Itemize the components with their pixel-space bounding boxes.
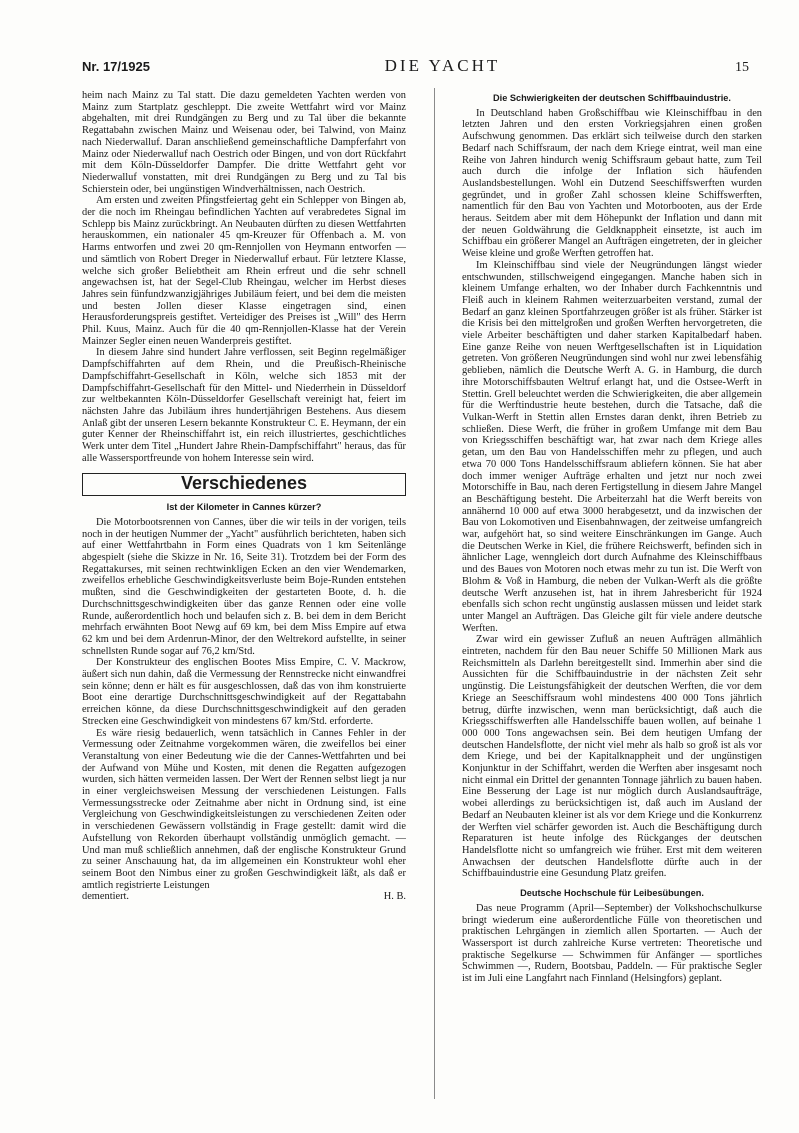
magazine-title: DIE YACHT <box>384 56 501 75</box>
issue-number: Nr. 17/1925 <box>82 59 150 74</box>
article-closing <box>82 891 406 903</box>
author-signature: H. B. <box>383 891 406 903</box>
left-column <box>82 90 406 1109</box>
paragraph: Das neue Programm (April—September) der Volkshochschulkurse bringt wiederum eine außerordentliche Fülle von theoretischen und praktischen Lehrgängen in ziemlich allen Sportarten. — Auch der Wassersport ist durch zahlreiche Kurse vertreten: Theoretische und praktische Segelkurse — Schwimmen für Anfänger — sportliches Schwimmen —, Rudern, Bootsbau, Paddeln. — Für praktische Segler ist im Juli eine Langfahrt nach Finnland (Helsingfors) geplant. <box>462 902 762 985</box>
paragraph: Im Kleinschiffbau sind viele der Neugründungen längst wieder entschwunden, stillschweigend eingegangen. Manche haben sich in kleinem Umfange erhalten, wo der Inhaber durch Fachkenntnis und Fleiß auch in kleinem Rahmen weiterzuarbeiten verstand, zumal der Bedarf an ganz kleinen Sportfahrzeugen größer ist als früher. Stärker ist die Krisis bei den mittelgroßen und großen Werften hervorgetreten, die viele Arbeiter beschäftigten und daher starken Kapitalbedarf haben. Eine ganze Reihe von neuen Werftgesellschaften ist in Liquidation getreten. Von größeren Neugründungen sind wohl nur zwei lebensfähig geblieben, nämlich die Deutsche Werft A. G. in Hamburg, die durch ihre Motorschiffsbauten Weltruf erlangt hat, und die Ostsee-Werft in Stettin. Grell beleuchtet werden die Schwierigkeiten, die aber allgemein für die Werftindustrie heute bestehen, durch die Tatsache, daß die Vulkan-Werft in Stettin allen Ernstes daran denkt, ihren Betrieb zu schließen. Diese Werft, die früher in großem Umfange mit dem Bau von Kriegsschiffen beschäftigt war, hat zwar nach dem Kriege alles getan, um den Bau von Handelsschiffen mehr zu pflegen, und auch etwa 70 000 Tons Handelsschiffsraum abliefern können. Sie hat aber doch immer weniger Aufträge erhalten und jetzt nur noch zwei Motorschiffe in Bau, nach deren Fertigstellung in diesem Jahre Mangel an Beschäftigung besteht. Die Arbeiterzahl hat die Werft bereits von annähernd 10 000 auf etwa 3000 herabgesetzt, und da inzwischen der Bau von Lokomotiven und Eisenbahnwagen, der zeitweise umfangreich war, aufgehört hat, so sind weitere Einschränkungen im Gange. Auch die Deutschen Werke in Kiel, die frühere Reichswerft, befinden sich in ähnlicher Lage, wenngleich dort durch Aufnahme des Kleinschiffbaus und des Baues von Motoren noch etwas mehr zu tun ist. Die Werft von Blohm & Voß in Hamburg, die neben der Vulkan-Werft als die größte deutsche Werft anzusehen ist, hat in ihrem Jahresbericht für 1924 ebenfalls sich schon recht ungünstig auslassen müssen und leidet stark unter Mangel an Aufträgen. Das Gleiche gilt für viele andere deutsche Werften. <box>462 259 762 634</box>
section-title: Verschiedenes <box>180 472 308 493</box>
right-column <box>462 90 762 1109</box>
page-header <box>82 56 749 76</box>
paragraph: Zwar wird ein gewisser Zufluß an neuen Aufträgen allmählich eintreten, nachdem für den Bau neuer Schiffe 50 Millionen Mark aus Reichsmitteln als Darlehn bereitgestellt sind. Immerhin aber sind die Aussichten für die Schiffbauindustrie in der nächsten Zeit sehr ungünstig. Die Leistungsfähigkeit der deutschen Werften, die vor dem Kriege an Seeschiffsraum wohl mindestens 400 000 Tons jährlich betrug, dürfte inzwischen, wenn man berücksichtigt, daß auch die Kriegsschiffswerften alle Handelsschiffe bauen wollen, auf beinahe 1 000 000 Tons angewachsen sein. Bei dem heutigen Umfang der deutschen Handelsflotte, der nicht viel mehr als halb so groß ist als vor dem Kriege, und bei der Kapitalknappheit und der ungünstigen Konjunktur in der Schiffahrt, werden die Werften aber insgesamt noch nicht einmal ein Drittel der genannten Tonnage jährlich zu bauen haben. Eine Besserung der Lage ist nur möglich durch Auslandsaufträge, wobei allerdings zu berücksichtigen ist, daß auch im Ausland der Bedarf an Neubauten kleiner ist als vor dem Kriege und die Konkurrenz der Werften viel schärfer geworden ist. Auch die Beschäftigung durch Reparaturen ist heute infolge des Rückganges der deutschen Handelsflotte nicht so umfangreich wie früher. Erst mit dem weiteren Anwachsen der deutschen Handelsflotte dürfte auch in der Schiffbauindustrie eine Gesundung Platz greifen. <box>462 634 762 880</box>
page-number: 15 <box>734 60 749 75</box>
article-title: Ist der Kilometer in Cannes kürzer? <box>166 502 322 513</box>
paragraph: In diesem Jahre sind hundert Jahre verflossen, seit Beginn regelmäßiger Dampfschiffahrten auf dem Rhein, und die Preußisch-Rheinische Dampfschiffahrt-Gesellschaft in Köln, welche sich 1853 mit der Dampfschiffahrt-Gesellschaft für den Mittel- und Niederrhein in Düsseldorf zur weltbekannten Köln-Düsseldorfer Gesellschaft vereinigt hat, feiert im nächsten Jahre das Jubiläum ihres hundertjährigen Bestehens. Aus diesem Anlaß gibt der unseren Lesern bekannte Konstrukteur C. E. Heymann, der ein guter Kenner der Rheinschiffahrt ist, ein reich illustriertes, geschichtliches Werk unter dem Titel „Hundert Jahre Rhein-Dampfschiffahrt" heraus, das für alle Wassersportfreunde von hohem Interesse sein wird. <box>82 347 406 464</box>
closing-word: dementiert. <box>82 891 130 903</box>
paragraph: Die Motorbootsrennen von Cannes, über die wir teils in der vorigen, teils noch in der heutigen Nummer der „Yacht" ausführlich berichteten, haben sich auf einer Wettfahrtbahn in Form eines Quadrats von 1 km Seitenlänge abgespielt (siehe die Skizze in Nr. 16, Seite 31). Trotzdem bei der Form des Regattakurses, mit seinen rechtwinkligen Ecken an den vier Wendemarken, zweifellos erhebliche Geschwindigkeitsverluste beim Boje-Runden entstehen mußten, sind die Geschwindigkeiten der gestarteten Boote, d. h. die Durchschnittsgeschwindigkeiten über das ganze Rennen oder eine volle Runde, außerordentlich hoch und belaufen sich z. B. bei dem in dem Bericht mehrfach erwähnten Boot Newg auf 69 km, bei dem Miss Empire auf etwa 62 km und bei dem Ardenrun-Minor, der den Weltrekord aufstellte, in seiner schnellsten Runde sogar auf 76,2 km/Std. <box>82 516 406 657</box>
paragraph: Es wäre riesig bedauerlich, wenn tatsächlich in Cannes Fehler in der Vermessung oder Zeitnahme vorgekommen wären, die zweifellos bei einer Veranstaltung von einer Bedeutung wie die der Cannes-Wettfahrten und bei der Aufwand von Mühe und Kosten, mit denen die Regatten aufgezogen wurden, sich hätten vermeiden lassen. Der Wert der Rennen selbst liegt ja nur in einer vergleichsweisen Messung der verschiedenen Leistungen. Falls Vermessungsstrecke oder Zeitnahme aber nicht in Ordnung sind, ist eine Vergleichung von Geschwindigkeitsleistungen zu verschiedenen Zeiten oder in verschiedenen Gewässern vollständig in Frage gestellt: damit wird die Aufstellung von Rekorden überhaupt vollständig unmöglich gemacht. — Und man muß schließlich annehmen, daß der englische Konstrukteur Grund zu seiner Anschauung hat, da im allgemeinen ein Konstrukteur wohl eher seinem Boot den Nimbus einer zu großen Geschwindigkeit läßt, als daß er amtlich registrierte Leistungen <box>82 727 406 891</box>
article-title: Deutsche Hochschule für Leibesübungen. <box>520 888 704 899</box>
article-title: Die Schwierigkeiten der deutschen Schiffbauindustrie. <box>493 93 731 103</box>
paragraph: Der Konstrukteur des englischen Bootes Miss Empire, C. V. Mackrow, äußert sich nun dahin, daß die Vermessung der Rennstrecke nicht einwandfrei sein könne; denn er hält es für ausgeschlossen, daß das von ihm konstruierte Boot eine derartige Durchschnittsgeschwindigkeit auf der Regattabahn erreichen könne, da diese Durchschnittsgeschwindigkeit auf den geraden Strecken eine Geschwindigkeit von mindestens 67 km/Std. erforderte. <box>82 657 406 727</box>
paragraph: heim nach Mainz zu Tal statt. Die dazu gemeldeten Yachten werden von Mainz zum Startplatz geschleppt. Die zweite Wettfahrt wird vor Mainz abgehalten, mit drei Rundgängen zu Berg und zu Tal über die bekannte Regattabahn zwischen Mainz und Weisenau oder, bei Talwind, von Mainz nach Niederwalluf. Daran anschließend gemeinschaftliche Dampferfahrt von Mainz oder Niederwalluf nach Oestrich oder Bingen, und von dort Rückfahrt mit dem Köln-Düsseldorfer Dampfer. Die dritte Wettfahrt geht vor Niederwalluf vonstatten, mit drei Rundgängen zu Berg und zu Tal bis Schierstein oder, bei ungünstigen Windverhältnissen, nach Oestrich. <box>82 90 406 195</box>
section-heading-box <box>82 473 406 497</box>
paragraph: In Deutschland haben Großschiffbau wie Kleinschiffbau in den letzten Jahren und den ersten Vorkriegsjahren einen großen Aufschwung genommen. Das erklärt sich teilweise durch den starken Bedarf nach Schiffsraum, der nach dem Kriege eintrat, weil man eine Reihe von Jahren hindurch wenig Schiffsraum gebaut hatte, zum Teil auch durch die infolge der Inflation sich häufenden Auslandsbestellungen. Wohl ein Dutzend Seeschiffswerften wurden gegründet, und in großer Zahl schossen kleine Schiffswerften, namentlich für den Bau von Yachten und Motorbooten, aus der Erde heraus. Seitdem aber mit dem Höhepunkt der Inflation und dann mit der neuen Goldwährung die Geldknappheit einsetzte, ist auch im Schiffbau ein größerer Mangel an Aufträgen eingetreten, der in gleicher Weise kleine und große Werften getroffen hat. <box>462 107 762 260</box>
column-divider <box>434 88 435 1099</box>
paragraph: Am ersten und zweiten Pfingstfeiertag geht ein Schlepper von Bingen ab, der die noch im Rheingau befindlichen Yachten auf verabredetes Signal im Schlepp bis Mainz zurückbringt. An Neubauten dürften zu diesen Wettfahrten herauskommen, ein nationaler 45 qm-Kreuzer für Offenbach a. M. von Harms entworfen und zwei 20 qm-Rennjollen von Heymann entworfen — und sämtlich von Robert Dreger in Niederwalluf erbaut. Für letztere Klasse, welche sich großer Beliebtheit am Rhein erfreut und die sehr schnell angewachsen ist, hat der Segel-Club Rheingau, welcher im Herbst dieses Jahres sein fünfundzwanzigjähriges Jubiläum feiert, und bei dem die meisten und besten Jollen dieser Klasse eingetragen sind, einen Herausforderungspreis gestiftet. Verteidiger des Preises ist „Will" des Herrn Phil. Kuus, Mainz. Auch für die 40 qm-Rennjollen-Klasse hat der Verein Mainzer Segler einen neuen Wanderpreis gestiftet. <box>82 195 406 347</box>
